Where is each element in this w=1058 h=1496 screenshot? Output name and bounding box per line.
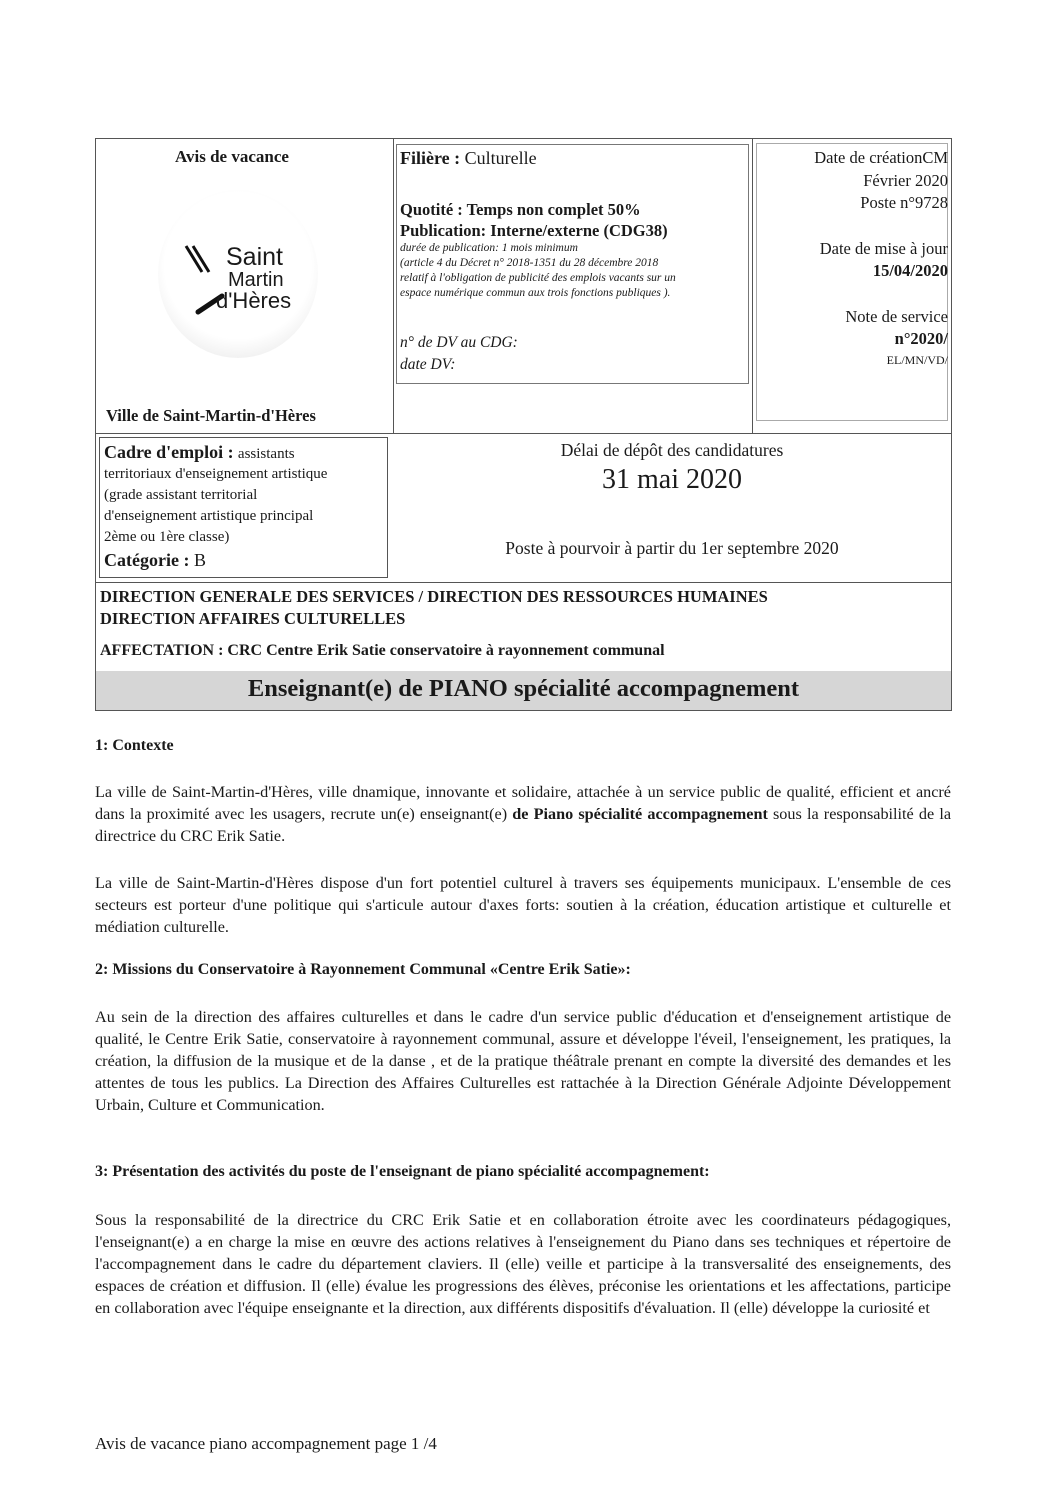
duree: durée de publication: 1 mois minimum: [400, 242, 578, 254]
section-1-paragraph-2: La ville de Saint-Martin-d'Hères dispose d'un fort potentiel culturel à travers ses équipements municipaux. L'ensemble de ces secteurs est porteur d'une politique qui s'articule autour d'axes forts: soutien à la création, éducation artistique et culturelle et médiation culturelle.: [95, 874, 951, 936]
affectation: AFFECTATION : CRC Centre Erik Satie conservatoire à rayonnement communal: [100, 642, 665, 659]
date-creation-label: Date de créationCM: [814, 148, 948, 167]
logo-line3: d'Hères: [216, 288, 292, 313]
maj-label: Date de mise à jour: [819, 239, 948, 258]
section-2-paragraph-1: Au sein de la direction des affaires culturelles et dans le cadre d'un service public d'éducation et d'enseignement artistique de qualité, le Centre Erik Satie, conservatoire à rayonnement communal, assure et développe l'éveil, l'enseignement, les pratiques, la création, la diffusion de la musique et de la danse , et de la pratique théâtrale prenant en compte la diversité des demandes et les attentes de tous les publics. La Direction des Affaires Culturelles est rattachée à la Direction Générale Adjointe Développement Urbain, Culture et Communication.: [95, 1008, 951, 1114]
note-label: Note de service: [845, 307, 948, 326]
cadre-label: Cadre d'emploi :: [104, 442, 234, 462]
maj-value: 15/04/2020: [872, 261, 948, 280]
delai-label: Délai de dépôt des candidatures: [560, 440, 784, 460]
divider: [393, 138, 394, 433]
quotite: Quotité : Temps non complet 50%: [400, 200, 641, 219]
filiere-value: Culturelle: [464, 148, 537, 168]
cadre-first-line: [104, 442, 295, 463]
direction-line1: DIRECTION GENERALE DES SERVICES / DIRECTION DES RESSOURCES HUMAINES: [100, 587, 768, 606]
filiere-line: [400, 148, 537, 169]
delai-date: 31 mai 2020: [602, 464, 742, 495]
logo-line2: Martin: [228, 269, 284, 291]
logo-line1: Saint: [226, 243, 283, 271]
date-creation-value: Février 2020: [863, 171, 948, 190]
job-title: Enseignant(e) de PIANO spécialité accompagnement: [247, 675, 800, 702]
direction-line2: DIRECTION AFFAIRES CULTURELLES: [100, 609, 406, 628]
filiere-label: Filière :: [400, 148, 461, 168]
avis-title: Avis de vacance: [175, 147, 289, 166]
cadre-line-2: territoriaux d'enseignement artistique: [104, 466, 328, 482]
poste-number: Poste n°9728: [860, 193, 948, 212]
ville-label: Ville de Saint-Martin-d'Hères: [106, 406, 316, 425]
cadre-line1: assistants: [237, 446, 295, 462]
article-line-2: relatif à l'obligation de publicité des emplois vacants sur un: [400, 272, 676, 284]
section-1-title: 1: Contexte: [95, 737, 174, 754]
publication: Publication: Interne/externe (CDG38): [400, 221, 668, 240]
section-3-title: 3: Présentation des activités du poste de l'enseignant de piano spécialité accompagnement:: [95, 1163, 710, 1180]
s1-p1-a: La ville de Saint-Martin-d'Hères, ville dnamique, innovante et solidaire, attachée à un service public de qualité, efficient et ancré dans la proximité avec les usagers, recrute un(e) enseignant(e): [95, 783, 951, 823]
cadre-line-5: 2ème ou 1ère classe): [104, 529, 230, 545]
divider: [95, 433, 952, 434]
date-dv: date DV:: [400, 356, 456, 373]
section-3-paragraph-1: Sous la responsabilité de la directrice du CRC Erik Satie et en collaboration étroite avec les coordinateurs pédagogiques, l'enseignant(e) a en charge la mise en œuvre des actions relatives à l'enseignement du Piano dans ses techniques et répertoire de l'accompagnement dans le cadre du département claviers. Il (elle) veille et participe à la transversalité des enseignements, des espaces de création et diffusion. Il (elle) évalue les progressions des élèves, préconise les orientations et les affectations, participe en collaboration avec l'équipe enseignante et la direction, aux différents dispositifs d'évaluation. Il (elle) développe la curiosité et: [95, 1211, 951, 1317]
cadre-line-4: d'enseignement artistique principal: [104, 508, 314, 524]
categorie-label: Catégorie :: [104, 550, 190, 570]
categorie-line: [104, 550, 206, 571]
divider: [95, 582, 952, 583]
divider: [752, 138, 753, 433]
note-ref: EL/MN/VD/: [886, 353, 948, 367]
poste-start: Poste à pourvoir à partir du 1er septembre 2020: [505, 538, 839, 558]
footer: Avis de vacance piano accompagnement page 1 /4: [95, 1434, 437, 1453]
article-line-3: espace numérique commun aux trois fonctions publiques ).: [400, 287, 671, 299]
logo: [158, 190, 318, 358]
section-1-paragraph-1: [95, 781, 951, 847]
section-2-title: 2: Missions du Conservatoire à Rayonnement Communal «Centre Erik Satie»:: [95, 961, 631, 978]
s1-p1-c: sous la responsabilité de la directrice du CRC Erik Satie.: [95, 805, 951, 845]
dv-cdg: n° de DV au CDG:: [400, 334, 518, 351]
s1-p1-b: de Piano spécialité accompagnement: [512, 805, 768, 823]
categorie-value: B: [193, 550, 206, 570]
cadre-line-3: (grade assistant territorial: [104, 487, 258, 503]
note-value: n°2020/: [894, 329, 948, 348]
article-line-1: (article 4 du Décret n° 2018-1351 du 28 décembre 2018: [400, 257, 659, 269]
